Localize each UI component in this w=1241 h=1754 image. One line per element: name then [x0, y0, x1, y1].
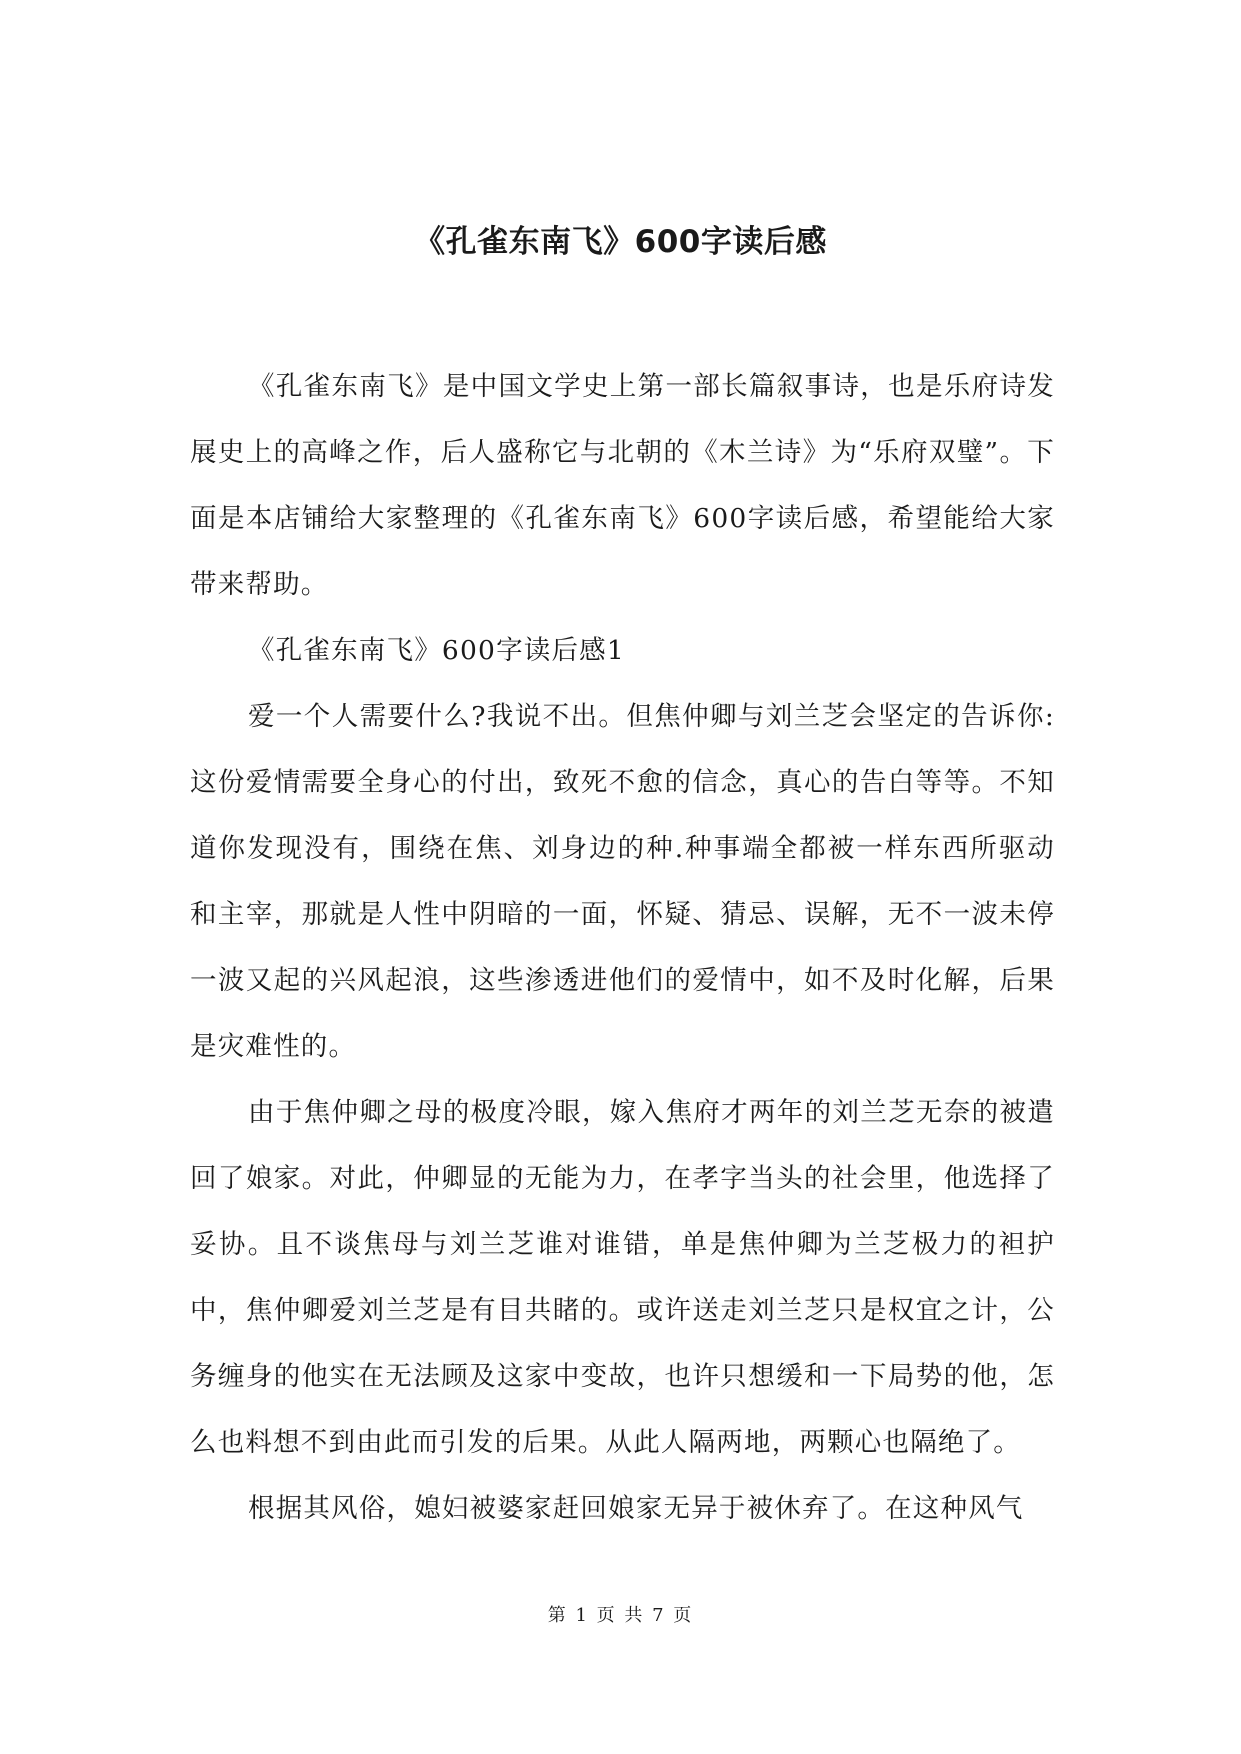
page-number-footer: 第 1 页 共 7 页: [547, 1605, 694, 1626]
paragraph-section-heading: 《孔雀东南飞》600字读后感1: [248, 635, 625, 666]
paragraph-love: 爱一个人需要什么?我说不出。但焦仲卿与刘兰芝会坚定的告诉你: 这份爱情需要全身心的付出，致死不愈的信念，真心的告白等等。不知道你发现没有，围绕在焦、刘身边的种.种事端全都被一样东西所驱动和主宰，那就是人性中阴暗的一面，怀疑、猜忌、误解，无不一波未停一波又起的兴风起浪，这些渗透进他们的爱情中，如不及时化解，后果是灾难性的。: [190, 701, 1055, 1062]
document-title: 《孔雀东南飞》600字读后感: [414, 224, 827, 260]
paragraph-intro: 《孔雀东南飞》是中国文学史上第一部长篇叙事诗，也是乐府诗发展史上的高峰之作，后人盛称它与北朝的《木兰诗》为“乐府双璧”。下面是本店铺给大家整理的《孔雀东南飞》600字读后感，希望能给大家带来帮助。: [190, 371, 1055, 600]
paragraph-mother: 由于焦仲卿之母的极度冷眼，嫁入焦府才两年的刘兰芝无奈的被遣回了娘家。对此，仲卿显的无能为力，在孝字当头的社会里，他选择了妥协。且不谈焦母与刘兰芝谁对谁错，单是焦仲卿为兰芝极力的袒护中，焦仲卿爱刘兰芝是有目共睹的。或许送走刘兰芝只是权宜之计，公务缠身的他实在无法顾及这家中变故，也许只想缓和一下局势的他，怎么也料想不到由此而引发的后果。从此人隔两地，两颗心也隔绝了。: [190, 1097, 1055, 1458]
document-body: [190, 354, 1055, 1542]
paragraph-custom: 根据其风俗，媳妇被婆家赶回娘家无异于被休弃了。在这种风气: [248, 1493, 1024, 1524]
